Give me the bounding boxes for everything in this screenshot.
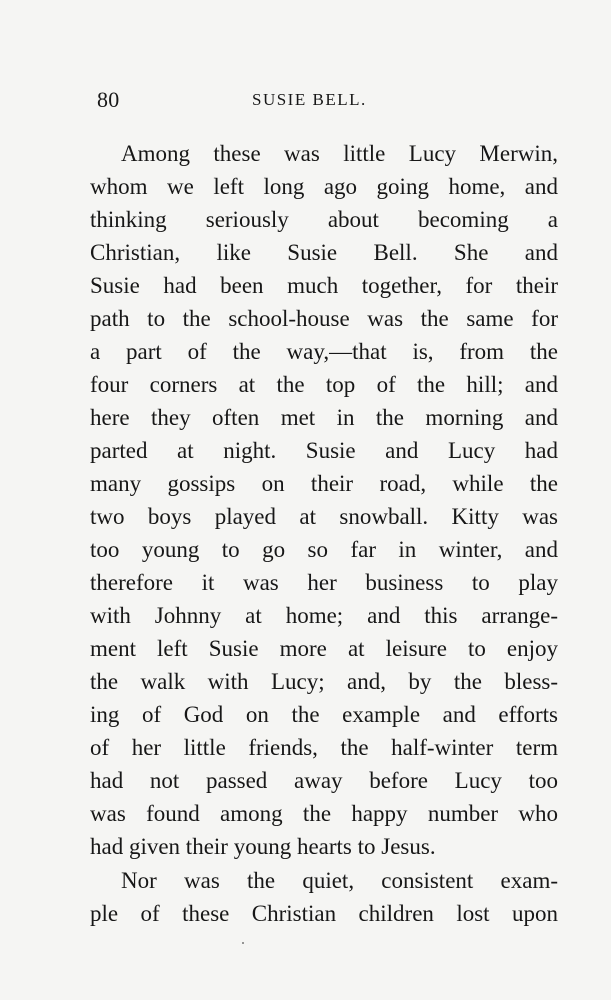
paragraph-1-line-14: therefore it was her business to play xyxy=(90,570,558,595)
paragraph-2-line-1: Nor was the quiet, consistent exam- xyxy=(121,868,558,893)
paragraph-2-line-2: ple of these Christian children lost upon xyxy=(90,901,558,926)
paragraph-1-line-11: many gossips on their road, while the xyxy=(90,471,558,496)
paragraph-1-line-2: whom we left long ago going home, and xyxy=(90,174,558,199)
paragraph-1-line-15: with Johnny at home; and this arrange- xyxy=(90,603,558,628)
paragraph-1-line-9: here they often met in the morning and xyxy=(90,405,558,430)
paragraph-1-line-12: two boys played at snowball. Kitty was xyxy=(90,504,558,529)
paragraph-1-line-6: path to the school-house was the same for xyxy=(90,306,558,331)
paragraph-1-line-18: ing of God on the example and efforts xyxy=(90,702,558,727)
paragraph-1-line-4: Christian, like Susie Bell. She and xyxy=(90,240,558,265)
paragraph-1-line-20: had not passed away before Lucy too xyxy=(90,768,558,793)
running-title: SUSIE BELL. xyxy=(252,90,367,109)
paragraph-1-line-7: a part of the way,—that is, from the xyxy=(90,339,558,364)
paragraph-1-line-16: ment left Susie more at leisure to enjoy xyxy=(90,636,558,661)
paragraph-1-line-10: parted at night. Susie and Lucy had xyxy=(90,438,558,463)
body-text xyxy=(90,137,558,926)
paragraph-1-line-3: thinking seriously about becoming a xyxy=(90,207,558,232)
paragraph-1-line-8: four corners at the top of the hill; and xyxy=(90,372,558,397)
paragraph-1-line-19: of her little friends, the half-winter term xyxy=(90,735,558,760)
print-speck xyxy=(242,942,244,944)
paragraph-1-line-17: the walk with Lucy; and, by the bless- xyxy=(90,669,558,694)
paragraph-1-line-5: Susie had been much together, for their xyxy=(90,273,558,298)
paragraph-1-line-22: had given their young hearts to Jesus. xyxy=(90,834,436,859)
page-header xyxy=(97,86,517,116)
paragraph-1-line-21: was found among the happy number who xyxy=(90,801,558,826)
page-number: 80 xyxy=(97,87,120,112)
paragraph-1-line-1: Among these was little Lucy Merwin, xyxy=(121,141,558,166)
paragraph-1-line-13: too young to go so far in winter, and xyxy=(90,537,558,562)
